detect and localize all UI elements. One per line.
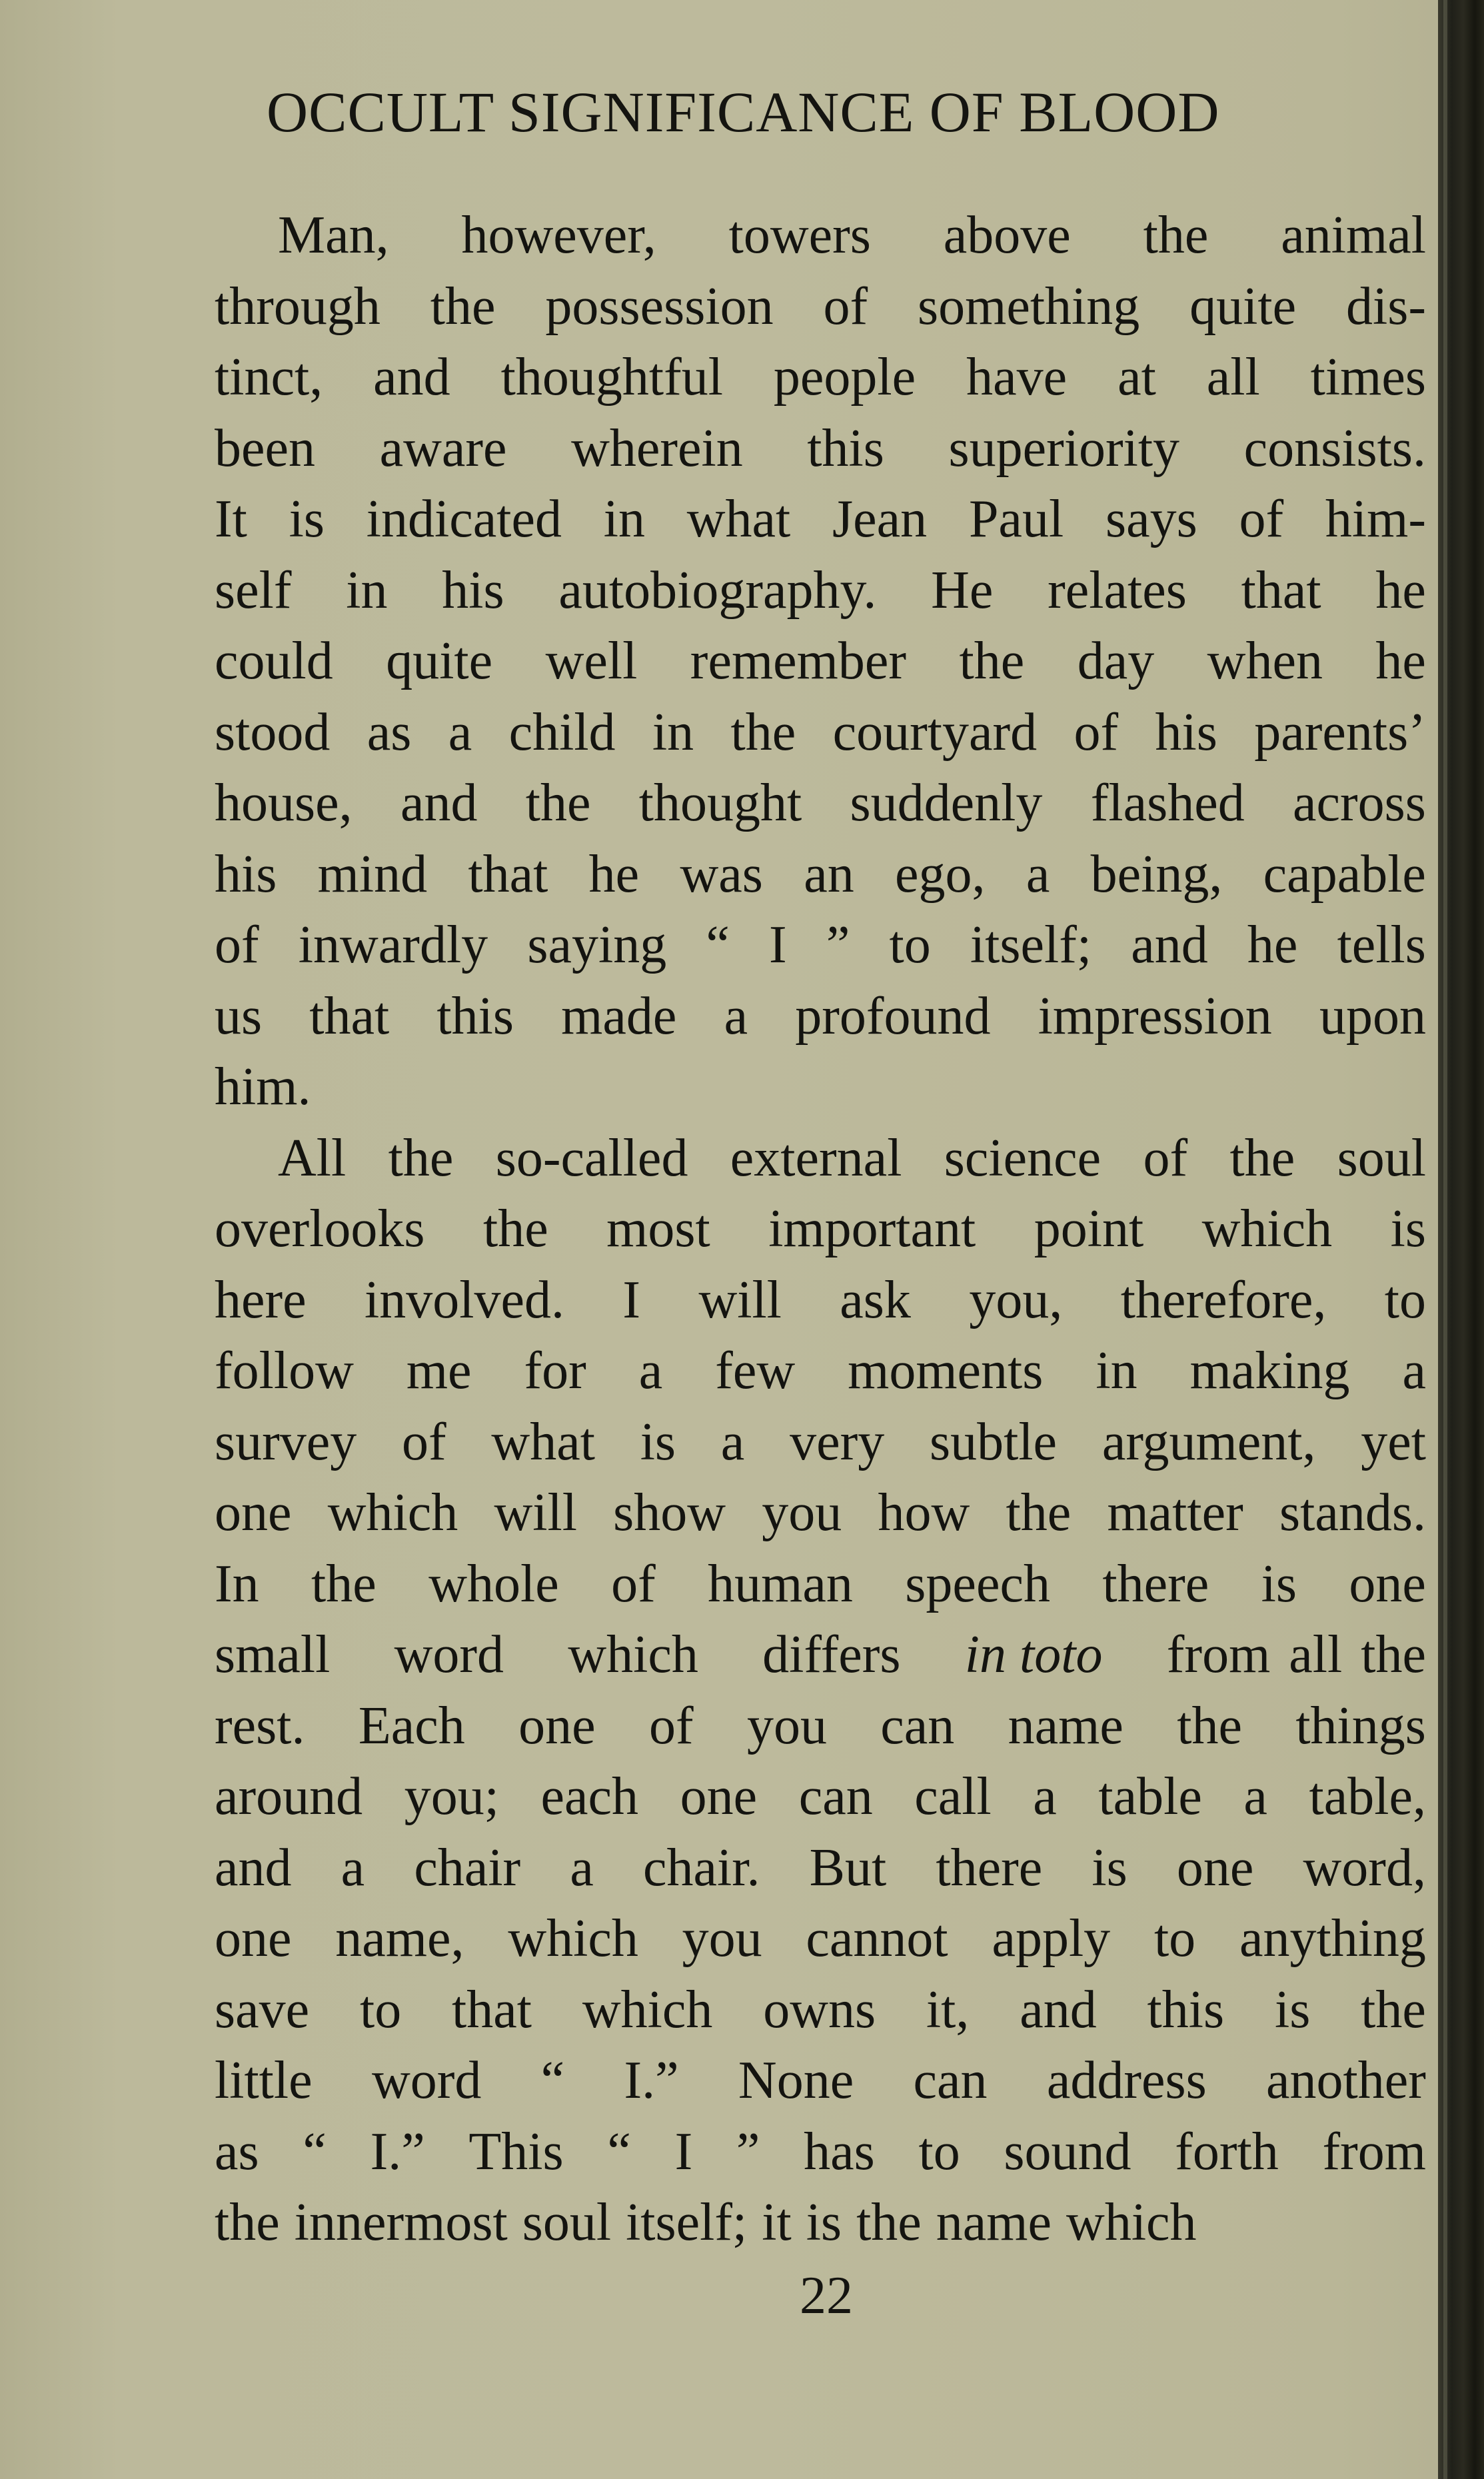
- word: involved.: [365, 1270, 565, 1329]
- word: flashed: [1090, 774, 1245, 832]
- word: capable: [1263, 844, 1426, 904]
- word: of: [215, 916, 259, 974]
- word: external: [730, 1128, 902, 1188]
- word: is: [1092, 1838, 1127, 1897]
- word: thoughtful: [500, 348, 723, 407]
- word: his: [215, 844, 277, 904]
- word: making: [1189, 1341, 1350, 1400]
- word: you: [746, 1696, 827, 1755]
- word: human: [708, 1554, 853, 1613]
- word: an: [804, 844, 854, 904]
- book-spine-highlight: [1443, 0, 1447, 2479]
- word: however,: [461, 206, 656, 265]
- word: survey: [215, 1412, 357, 1471]
- text-line: [215, 981, 1426, 1052]
- word: for: [524, 1341, 586, 1400]
- word: could: [215, 632, 333, 690]
- text-line: [215, 484, 1426, 555]
- word: superiority: [948, 418, 1180, 478]
- word: the: [388, 1128, 454, 1188]
- word: times: [1310, 348, 1426, 407]
- word: and: [1131, 916, 1208, 974]
- word: one: [215, 1483, 292, 1542]
- word: I: [674, 2122, 693, 2181]
- text-line: [215, 1975, 1426, 2046]
- word: which: [582, 1980, 713, 2039]
- word: I.”: [370, 2122, 425, 2181]
- text-line: [215, 1761, 1426, 1833]
- word: anything: [1239, 1909, 1426, 1968]
- word: a: [341, 1838, 365, 1897]
- text-line: [215, 1619, 1426, 1691]
- word: This: [468, 2122, 564, 2181]
- word: cannot: [806, 1909, 948, 1968]
- page-number: 22: [800, 2266, 853, 2325]
- text-line: [215, 910, 1426, 981]
- word: from: [1322, 2122, 1426, 2181]
- word: name: [936, 2193, 1052, 2252]
- word: stands.: [1279, 1483, 1426, 1542]
- word: his: [1155, 702, 1217, 762]
- word: can: [798, 1767, 873, 1826]
- text-line: [215, 342, 1426, 413]
- word: when: [1207, 632, 1323, 690]
- word: word: [371, 2051, 482, 2110]
- word: matter: [1107, 1483, 1243, 1542]
- word: a: [1026, 844, 1050, 904]
- word: have: [966, 348, 1068, 407]
- emphasis-text: in toto: [964, 1625, 1103, 1684]
- word: day: [1077, 632, 1155, 690]
- word: sound: [1004, 2122, 1131, 2181]
- word: has: [804, 2122, 875, 2181]
- word: little: [215, 2051, 313, 2110]
- word: he: [1375, 560, 1426, 620]
- running-title: OCCULT SIGNIFICANCE OF BLOOD: [267, 80, 1220, 144]
- word: it,: [926, 1980, 970, 2039]
- word: quite: [386, 632, 493, 690]
- text-line: [215, 1903, 1426, 1975]
- word: you: [762, 1483, 842, 1542]
- word: of: [402, 1412, 446, 1471]
- text-line: [215, 1265, 1426, 1336]
- word: ”: [826, 916, 850, 974]
- word: to: [1384, 1270, 1426, 1329]
- word: me: [406, 1341, 472, 1400]
- word: itself;: [970, 916, 1092, 974]
- word: yet: [1361, 1412, 1426, 1471]
- word: chair.: [643, 1838, 760, 1897]
- word: I: [769, 916, 787, 974]
- word: you: [682, 1909, 762, 1968]
- word: and: [1020, 1980, 1097, 2039]
- word: a: [448, 702, 472, 762]
- word: impression: [1038, 986, 1272, 1046]
- word: most: [606, 1200, 710, 1258]
- word: which: [568, 1625, 698, 1684]
- word: table: [1098, 1767, 1202, 1826]
- word: can: [880, 1696, 955, 1755]
- word: a: [638, 1341, 663, 1400]
- word: across: [1293, 774, 1426, 832]
- word: something: [917, 277, 1140, 336]
- word: inwardly: [298, 916, 488, 974]
- text-line: [215, 1194, 1426, 1265]
- text-line: [215, 1549, 1426, 1620]
- word: that: [468, 844, 548, 904]
- word: “: [303, 2122, 327, 2181]
- text-line: [215, 200, 1426, 271]
- word: you;: [404, 1767, 499, 1826]
- word: what: [686, 490, 791, 548]
- word: being,: [1090, 844, 1223, 904]
- text-line: [215, 413, 1426, 484]
- word: rest.: [215, 1696, 305, 1755]
- word: of: [823, 277, 868, 336]
- word: was: [680, 844, 763, 904]
- text-line: [215, 555, 1426, 626]
- word: well: [545, 632, 638, 690]
- word: a: [1402, 1341, 1426, 1400]
- word: a: [1243, 1767, 1267, 1826]
- word: itself;: [626, 2193, 748, 2252]
- word: to: [359, 1980, 402, 2039]
- word: each: [540, 1767, 639, 1826]
- word: ask: [840, 1270, 911, 1329]
- word: I.”: [624, 2051, 679, 2110]
- word: It: [215, 490, 247, 548]
- word: dis-: [1345, 277, 1426, 336]
- word: Each: [358, 1696, 465, 1755]
- word: animal: [1281, 206, 1426, 265]
- word: to: [918, 2122, 960, 2181]
- word: profound: [795, 986, 991, 1046]
- word: there: [1102, 1554, 1209, 1613]
- word: the: [482, 1200, 548, 1258]
- word: things: [1295, 1696, 1426, 1755]
- word: his: [442, 560, 504, 620]
- word: remember: [690, 632, 907, 690]
- word: of: [648, 1696, 694, 1755]
- word: autobiography.: [558, 560, 877, 620]
- line-tail: [1167, 1619, 1426, 1691]
- word: that: [309, 986, 390, 1046]
- word: the: [730, 702, 796, 762]
- word: few: [715, 1341, 796, 1400]
- word: one: [1349, 1554, 1426, 1613]
- word: “: [607, 2122, 631, 2181]
- word: All: [278, 1128, 347, 1188]
- word: soul: [522, 2193, 612, 2252]
- text-line: [215, 1123, 1426, 1194]
- word: in: [603, 490, 645, 548]
- text-line: [215, 1407, 1426, 1478]
- word: of: [1143, 1128, 1188, 1188]
- body-text: [215, 200, 1426, 2258]
- word: name: [1008, 1696, 1123, 1755]
- word: that: [1241, 560, 1321, 620]
- text-line: [215, 768, 1426, 839]
- word: which: [327, 1483, 458, 1542]
- word: moments: [848, 1341, 1044, 1400]
- word: word: [394, 1625, 504, 1684]
- word: forth: [1175, 2122, 1279, 2181]
- word: Man,: [278, 206, 389, 265]
- word: here: [215, 1270, 307, 1329]
- word: parents’: [1254, 702, 1426, 762]
- word: mind: [317, 844, 428, 904]
- text-line: [215, 839, 1426, 910]
- word: self: [215, 560, 292, 620]
- word: one: [215, 1909, 292, 1968]
- word: us: [215, 986, 263, 1046]
- word: upon: [1319, 986, 1426, 1046]
- word: aware: [379, 418, 507, 478]
- word: the: [215, 2193, 280, 2252]
- word: “: [540, 2051, 565, 2110]
- word: the: [856, 2193, 922, 2252]
- word: overlooks: [215, 1200, 425, 1258]
- word: says: [1105, 490, 1197, 548]
- word: above: [943, 206, 1071, 265]
- word: the: [525, 774, 591, 832]
- word: a: [724, 986, 748, 1046]
- word: child: [508, 702, 616, 762]
- word: through: [215, 277, 380, 336]
- word: the: [1006, 1483, 1072, 1542]
- text-line: [215, 1833, 1426, 1904]
- word: innermost: [294, 2193, 508, 2252]
- word: apply: [992, 1909, 1111, 1968]
- word: science: [944, 1128, 1102, 1188]
- word: is: [1390, 1200, 1426, 1258]
- word: will: [494, 1483, 577, 1542]
- word: a: [720, 1412, 745, 1471]
- word: is: [1274, 1980, 1311, 2039]
- word: how: [878, 1483, 970, 1542]
- word: to: [1153, 1909, 1196, 1968]
- text-line: [215, 626, 1426, 697]
- word: Paul: [968, 490, 1064, 548]
- word: possession: [545, 277, 774, 336]
- word: small: [215, 1625, 331, 1684]
- word: differs: [762, 1625, 901, 1684]
- word: and: [400, 774, 478, 832]
- word: But: [809, 1838, 887, 1897]
- word: point: [1034, 1200, 1144, 1258]
- word: that: [452, 1980, 532, 2039]
- word: another: [1266, 2051, 1426, 2110]
- word: tells: [1337, 916, 1426, 974]
- text-line: [215, 697, 1426, 768]
- word: as: [367, 702, 412, 762]
- word: as: [215, 2122, 259, 2181]
- word: consists.: [1243, 418, 1426, 478]
- word: can: [913, 2051, 988, 2110]
- word: the: [959, 632, 1025, 690]
- word: stood: [215, 702, 331, 762]
- word: and: [373, 348, 450, 407]
- word: important: [768, 1200, 976, 1258]
- text-line: [215, 2187, 1426, 2258]
- word: is: [1261, 1554, 1297, 1613]
- word: “: [706, 916, 730, 974]
- word: this: [807, 418, 884, 478]
- word: one: [1176, 1838, 1254, 1897]
- word: the: [1177, 1696, 1242, 1755]
- word: table,: [1309, 1767, 1426, 1826]
- word: word,: [1303, 1838, 1426, 1897]
- word: call: [914, 1767, 992, 1826]
- text-line: [215, 271, 1426, 343]
- text-line: [215, 2116, 1426, 2188]
- word: so-called: [495, 1128, 688, 1188]
- word: what: [491, 1412, 595, 1471]
- word: soul: [1337, 1128, 1426, 1188]
- word: whole: [428, 1554, 559, 1613]
- word: around: [215, 1767, 363, 1826]
- word: is: [289, 490, 325, 548]
- word: relates: [1048, 560, 1187, 620]
- word: suddenly: [850, 774, 1043, 832]
- word: of: [1074, 702, 1119, 762]
- word: in: [652, 702, 694, 762]
- word: the: [1361, 1625, 1426, 1684]
- word: I: [622, 1270, 641, 1329]
- word: show: [613, 1483, 726, 1542]
- word: there: [936, 1838, 1043, 1897]
- word: the: [1143, 206, 1209, 265]
- word: In: [215, 1554, 259, 1613]
- word: him.: [215, 1058, 311, 1116]
- word: which: [1066, 2193, 1197, 2252]
- word: speech: [905, 1554, 1050, 1613]
- text-line: [215, 2045, 1426, 2116]
- word: from: [1166, 1625, 1271, 1684]
- text-line: [215, 1477, 1426, 1549]
- word: which: [508, 1909, 638, 1968]
- word: the: [311, 1554, 376, 1613]
- word: courtyard: [832, 702, 1038, 762]
- word: He: [931, 560, 994, 620]
- word: made: [561, 986, 677, 1046]
- word: it: [762, 2193, 792, 2252]
- word: all: [1289, 1625, 1343, 1684]
- word: address: [1046, 2051, 1207, 2110]
- word: very: [790, 1412, 885, 1471]
- word: to: [889, 916, 931, 974]
- word: towers: [728, 206, 871, 265]
- word: he: [1375, 632, 1426, 690]
- word: saying: [527, 916, 667, 974]
- word: argument,: [1102, 1412, 1316, 1471]
- word: him-: [1325, 490, 1426, 548]
- word: Jean: [832, 490, 928, 548]
- word: in: [1096, 1341, 1137, 1400]
- word: in: [346, 560, 388, 620]
- word: wherein: [571, 418, 743, 478]
- word: chair: [414, 1838, 521, 1897]
- text-line: [215, 1691, 1426, 1762]
- word: been: [215, 418, 316, 478]
- word: tinct,: [215, 348, 323, 407]
- text-line: [215, 1052, 1426, 1123]
- text-line: [215, 1335, 1426, 1407]
- word: he: [588, 844, 640, 904]
- word: therefore,: [1120, 1270, 1327, 1329]
- word: owns: [763, 1980, 876, 2039]
- word: which: [1201, 1200, 1333, 1258]
- word: follow: [215, 1341, 354, 1400]
- word: people: [773, 348, 916, 407]
- word: will: [698, 1270, 782, 1329]
- word: and: [215, 1838, 292, 1897]
- word: the: [430, 277, 496, 336]
- word: all: [1206, 348, 1260, 407]
- word: name,: [335, 1909, 464, 1968]
- word: one: [518, 1696, 596, 1755]
- word: subtle: [929, 1412, 1058, 1471]
- word: he: [1247, 916, 1298, 974]
- word: at: [1117, 348, 1156, 407]
- word: ego,: [895, 844, 986, 904]
- word: is: [640, 1412, 676, 1471]
- word: one: [680, 1767, 758, 1826]
- word: a: [570, 1838, 594, 1897]
- word: indicated: [366, 490, 562, 548]
- word: a: [1033, 1767, 1057, 1826]
- word: this: [1147, 1980, 1225, 2039]
- word: the: [1361, 1980, 1426, 2039]
- word: save: [215, 1980, 310, 2039]
- word: is: [806, 2193, 842, 2252]
- word: house,: [215, 774, 353, 832]
- word: you,: [969, 1270, 1063, 1329]
- word: of: [1239, 490, 1284, 548]
- word: quite: [1189, 277, 1297, 336]
- word: ”: [736, 2122, 760, 2181]
- word: this: [436, 986, 514, 1046]
- word: thought: [638, 774, 802, 832]
- word: the: [1229, 1128, 1295, 1188]
- word: None: [738, 2051, 854, 2110]
- word: of: [611, 1554, 656, 1613]
